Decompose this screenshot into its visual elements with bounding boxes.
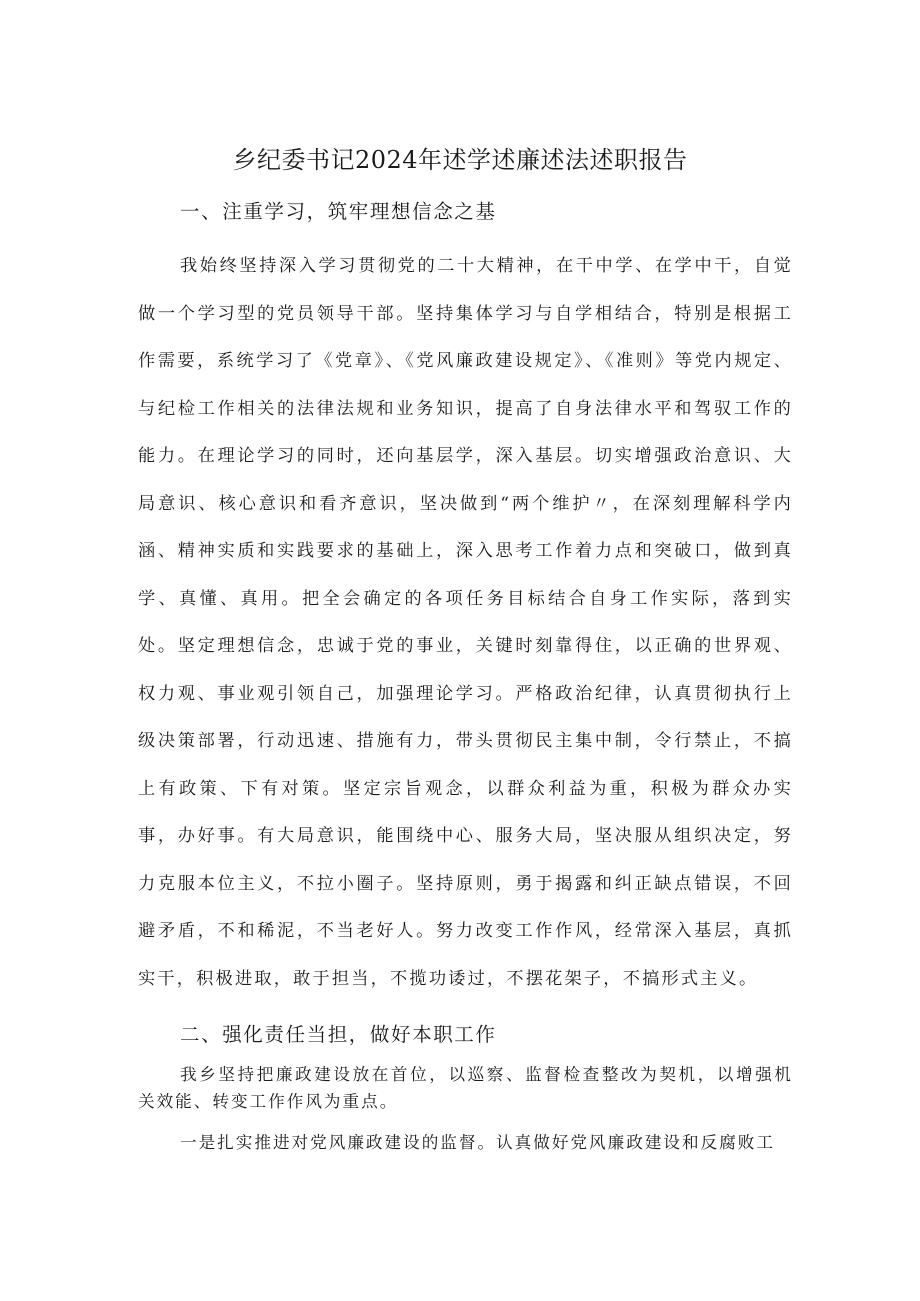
section-1-paragraph: 我始终坚持深入学习贯彻党的二十大精神，在干中学、在学中干，自觉做一个学习型的党员领导干部。坚持集体学习与自学相结合，特别是根据工作需要，系统学习了《党章》、《党风廉政建设规定》、《准则》等党内规定、与纪检工作相关的法律法规和业务知识，提高了自身法律水平和驾驭工作的能力。在理论学习的同时，还向基层学，深入基层。切实增强政治意识、大局意识、核心意识和看齐意识，坚决做到“两个维护〃，在深刻理解科学内涵、精神实质和实践要求的基础上，深入思考工作着力点和突破口，做到真学、真懂、真用。把全会确定的各项任务目标结合自身工作实际，落到实处。坚定理想信念，忠诚于党的事业，关键时刻靠得住，以正确的世界观、权力观、事业观引领自己，加强理论学习。严格政治纪律，认真贯彻执行上级决策部署，行动迅速、措施有力，带头贯彻民主集中制，令行禁止，不搞上有政策、下有对策。坚定宗旨观念，以群众利益为重，积极为群众办实事，办好事。有大局意识，能围绕中心、服务大局，坚决服从组织决定，努力克服本位主义，不拉小圈子。坚持原则，勇于揭露和纠正缺点错误，不回避矛盾，不和稀泥，不当老好人。努力改变工作作风，经常深入基层，真抓实干，积极进取，敢于担当，不揽功诿过，不摆花架子，不搞形式主义。 xyxy=(138,256,793,989)
section-heading-2: 二、强化责任当担，做好本职工作 xyxy=(180,1023,497,1046)
document-title: 乡纪委书记2024年述学述廉述法述职报告 xyxy=(232,146,688,174)
section-heading-1: 一、注重学习，筑牢理想信念之基 xyxy=(180,200,497,223)
section-2-paragraph-1: 我乡坚持把廉政建设放在首位，以巡察、监督检查整改为契机，以增强机关效能、转变工作作风为重点。 xyxy=(138,1065,793,1111)
section-2-paragraph-2: 一是扎实推进对党风廉政建设的监督。认真做好党风廉政建设和反腐败工 xyxy=(180,1133,775,1152)
